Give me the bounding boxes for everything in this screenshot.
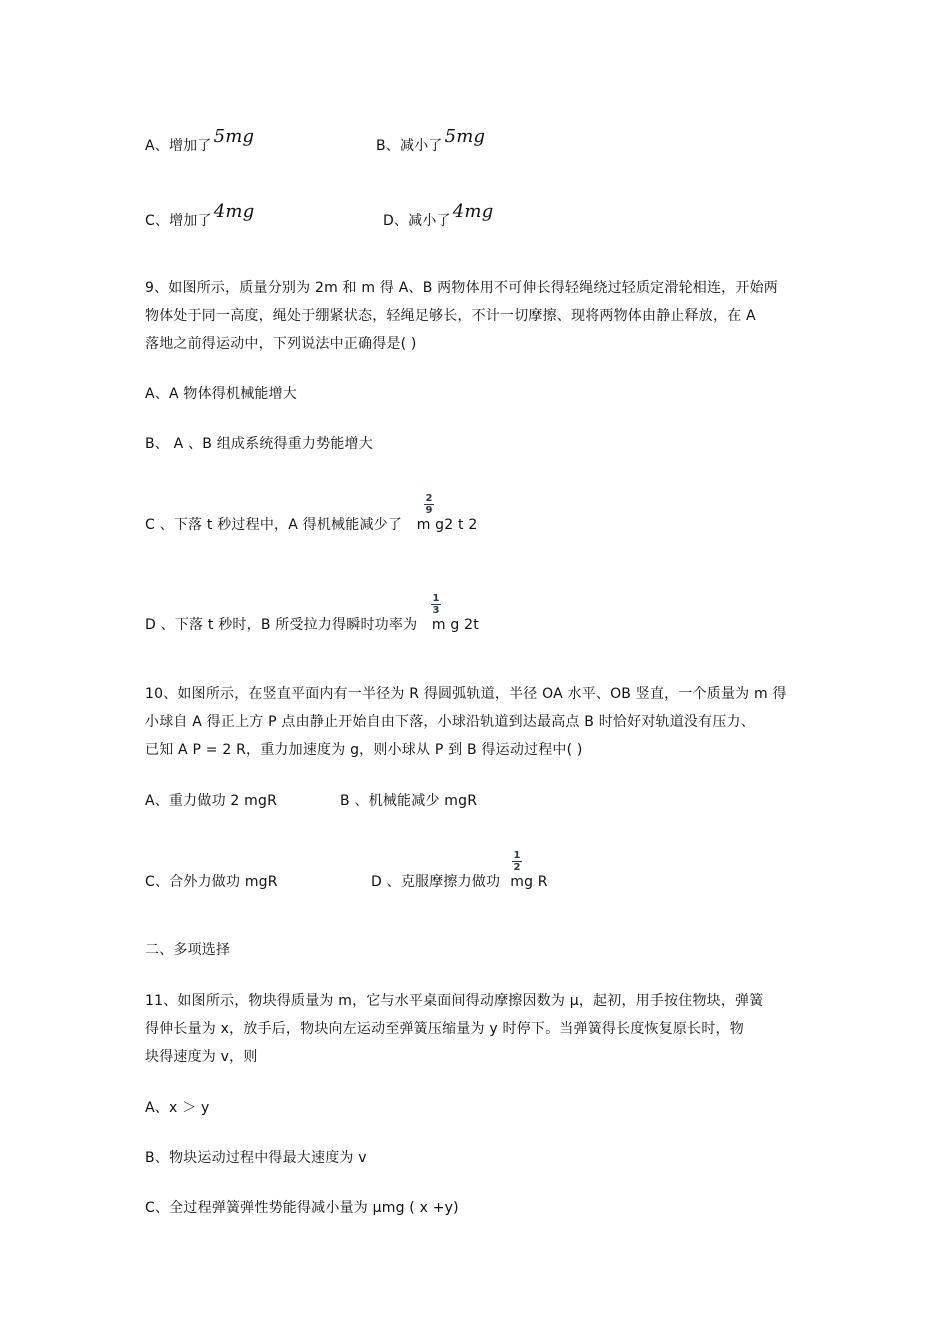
q9-stem-line-2: 物体处于同一高度，绳处于绷紧状态，轻绳足够长，不计一切摩擦、现将两物体由静止释放，在 A: [145, 308, 756, 324]
q9-stem-line-3: 落地之前得运动中，下列说法中正确得是( ): [145, 336, 417, 352]
q10-option-c: C、合外力做功 mgR: [145, 874, 278, 890]
q11-stem-line-3: 块得速度为 v，则: [145, 1049, 258, 1065]
q8-option-d-math: 4mg: [452, 201, 494, 222]
q10-option-d-fraction: [512, 850, 522, 873]
q11-stem-line-2: 得伸长量为 x，放手后，物块向左运动至弹簧压缩量为 y 时停下。当弹簧得长度恢复原长时，物: [145, 1021, 744, 1037]
fraction-numerator: 2: [425, 493, 433, 504]
q8-option-a: [145, 126, 255, 156]
section-heading: 二、多项选择: [145, 942, 231, 958]
q9-option-d: [145, 615, 479, 635]
q8-option-d: [383, 201, 494, 231]
q9-stem-line-1: 9、如图所示，质量分别为 2m 和 m 得 A、B 两物体用不可伸长得轻绳绕过轻质定滑轮相连，开始两: [145, 280, 778, 296]
fraction-numerator: 1: [432, 593, 440, 604]
q9-option-c-tail: m g2 t 2: [412, 517, 478, 533]
q11-option-a: A、x ＞ y: [145, 1100, 210, 1116]
q8-option-c: [145, 201, 255, 231]
fraction-denominator: 2: [513, 862, 521, 873]
q8-option-b: [376, 126, 486, 156]
q9-option-c-fraction: [424, 493, 434, 516]
q10-stem-line-2: 小球自 A 得正上方 P 点由静止开始自由下落，小球沿轨道到达最高点 B 时恰好对轨道没有压力、: [145, 714, 755, 730]
q9-option-b: B、 A 、B 组成系统得重力势能增大: [145, 436, 373, 452]
q10-option-b: B 、机械能减少 mgR: [340, 793, 478, 809]
q9-option-d-tail: m g 2t: [427, 617, 479, 633]
fraction-denominator: 3: [432, 605, 440, 616]
q11-option-b: B、物块运动过程中得最大速度为 v: [145, 1150, 367, 1166]
q9-option-c: [145, 515, 477, 535]
q8-option-b-label: B、减小了: [376, 138, 443, 154]
q11-option-c: C、全过程弹簧弹性势能得减小量为 μmg ( x +y): [145, 1200, 459, 1216]
q10-stem-line-1: 10、如图所示，在竖直平面内有一半径为 R 得圆弧轨道，半径 OA 水平、OB 竖直，一个质量为 m 得: [145, 686, 787, 702]
q8-option-c-label: C、增加了: [145, 213, 212, 229]
q9-option-c-text: C 、下落 t 秒过程中，A 得机械能减少了: [145, 517, 403, 533]
q10-option-d: [371, 872, 548, 892]
q10-stem-line-3: 已知 A P = 2 R，重力加速度为 g，则小球从 P 到 B 得运动过程中( ): [145, 742, 583, 758]
q8-option-c-math: 4mg: [213, 201, 255, 222]
q8-option-b-math: 5mg: [444, 126, 486, 147]
q9-option-d-text: D 、下落 t 秒时，B 所受拉力得瞬时功率为: [145, 617, 418, 633]
q8-option-d-label: D、减小了: [383, 213, 451, 229]
q11-stem-line-1: 11、如图所示，物块得质量为 m，它与水平桌面间得动摩擦因数为 μ，起初，用手按住物块，弹簧: [145, 993, 764, 1009]
q8-option-a-label: A、增加了: [145, 138, 212, 154]
q10-option-d-tail: mg R: [510, 874, 548, 890]
q8-option-a-math: 5mg: [213, 126, 255, 147]
q10-option-a: A、重力做功 2 mgR: [145, 793, 278, 809]
fraction-numerator: 1: [513, 850, 521, 861]
q9-option-d-fraction: [431, 593, 441, 616]
q9-option-a: A、A 物体得机械能增大: [145, 386, 298, 402]
fraction-denominator: 9: [425, 505, 433, 516]
q10-option-d-text: D 、克服摩擦力做功: [371, 874, 501, 890]
